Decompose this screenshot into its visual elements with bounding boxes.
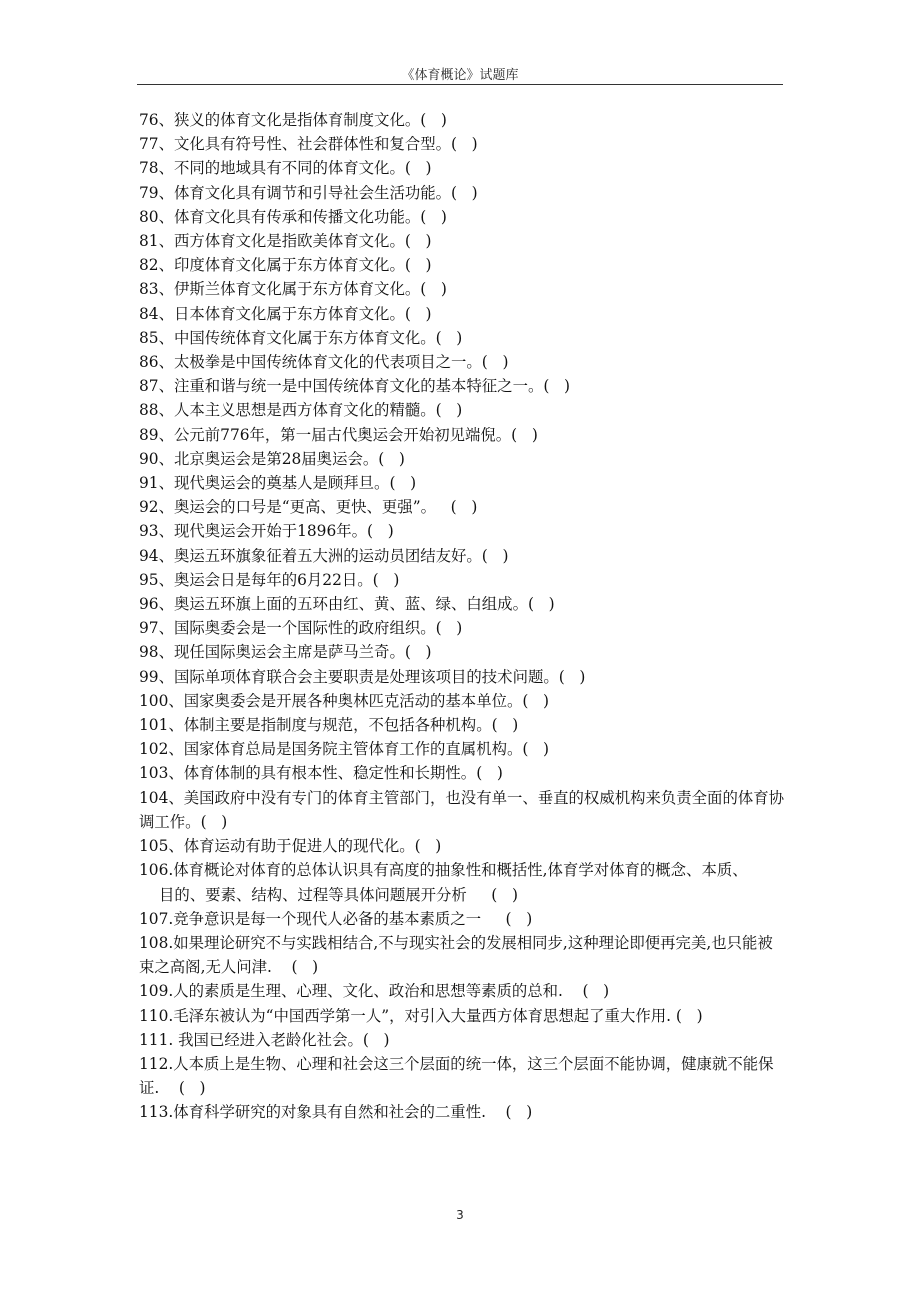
page-header: 《体育概论》试题库 <box>401 68 519 83</box>
question-102: 102、国家体育总局是国务院主管体育工作的直属机构。( ) <box>139 740 550 759</box>
question-106: 106.体育概论对体育的总体认识具有高度的抽象性和概括性,体育学对体育的概念、本质、 <box>139 861 748 880</box>
question-80: 80、体育文化具有传承和传播文化功能。( ) <box>139 207 447 226</box>
question-85: 85、中国传统体育文化属于东方体育文化。( ) <box>139 328 463 347</box>
question-81: 81、西方体育文化是指欧美体育文化。( ) <box>139 232 432 251</box>
question-97: 97、国际奥委会是一个国际性的政府组织。( ) <box>139 619 463 638</box>
question-87: 87、注重和谐与统一是中国传统体育文化的基本特征之一。( ) <box>139 377 571 396</box>
question-93: 93、现代奥运会开始于1896年。( ) <box>139 522 394 541</box>
question-99: 99、国际单项体育联合会主要职责是处理该项目的技术问题。( ) <box>139 667 586 686</box>
question-107: 107.竞争意识是每一个现代人必备的基本素质之一 ( ) <box>139 909 533 928</box>
question-92: 92、奥运会的口号是“更高、更快、更强”。 ( ) <box>139 498 478 517</box>
question-76: 76、狭义的体育文化是指体育制度文化。( ) <box>139 111 447 129</box>
question-112: 112.人本质上是生物、心理和社会这三个层面的统一体，这三个层面不能协调，健康就不能保证. ( ) <box>139 1054 774 1098</box>
question-98: 98、现任国际奥运会主席是萨马兰奇。( ) <box>139 643 432 662</box>
question-82: 82、印度体育文化属于东方体育文化。( ) <box>139 256 432 275</box>
question-90: 90、北京奥运会是第28届奥运会。( ) <box>139 449 405 468</box>
question-89: 89、公元前776年，第一届古代奥运会开始初见端倪。( ) <box>139 425 538 444</box>
question-79: 79、体育文化具有调节和引导社会生活功能。( ) <box>139 183 478 202</box>
question-111: 111. 我国已经进入老龄化社会。( ) <box>139 1030 390 1049</box>
question-105: 105、体育运动有助于促进人的现代化。( ) <box>139 837 442 856</box>
question-78: 78、不同的地域具有不同的体育文化。( ) <box>139 159 432 178</box>
question-106-continuation: 目的、要素、结构、过程等具体问题展开分析 ( ) <box>159 885 518 904</box>
page-number: 3 <box>456 1208 464 1222</box>
question-86: 86、太极拳是中国传统体育文化的代表项目之一。( ) <box>139 353 509 372</box>
header-divider <box>137 84 783 85</box>
question-108: 108.如果理论研究不与实践相结合,不与现实社会的发展相同步,这种理论即便再完美,也只能被束之高阁,无人问津. ( ) <box>139 933 773 977</box>
question-101: 101、体制主要是指制度与规范，不包括各种机构。( ) <box>139 716 519 735</box>
question-109: 109.人的素质是生理、心理、文化、政治和思想等素质的总和. ( ) <box>139 982 610 1001</box>
question-96: 96、奥运五环旗上面的五环由红、黄、蓝、绿、白组成。( ) <box>139 595 555 614</box>
question-113: 113.体育科学研究的对象具有自然和社会的二重性. ( ) <box>139 1103 533 1122</box>
question-94: 94、奥运五环旗象征着五大洲的运动员团结友好。( ) <box>139 546 509 565</box>
question-91: 91、现代奥运会的奠基人是顾拜旦。( ) <box>139 474 417 493</box>
question-77: 77、文化具有符号性、社会群体性和复合型。( ) <box>139 135 478 154</box>
question-88: 88、人本主义思想是西方体育文化的精髓。( ) <box>139 401 463 420</box>
question-84: 84、日本体育文化属于东方体育文化。( ) <box>139 304 432 323</box>
question-104: 104、美国政府中没有专门的体育主管部门，也没有单一、垂直的权威机构来负责全面的体育协调工作。( ) <box>139 788 785 831</box>
question-83: 83、伊斯兰体育文化属于东方体育文化。( ) <box>139 280 447 299</box>
question-95: 95、奥运会日是每年的6月22日。( ) <box>139 570 400 589</box>
question-100: 100、国家奥委会是开展各种奥林匹克活动的基本单位。( ) <box>139 691 550 710</box>
question-110: 110.毛泽东被认为“中国西学第一人”，对引入大量西方体育思想起了重大作用. ( ) <box>139 1006 703 1025</box>
question-list <box>139 108 785 1125</box>
question-103: 103、体育体制的具有根本性、稳定性和长期性。( ) <box>139 764 503 783</box>
